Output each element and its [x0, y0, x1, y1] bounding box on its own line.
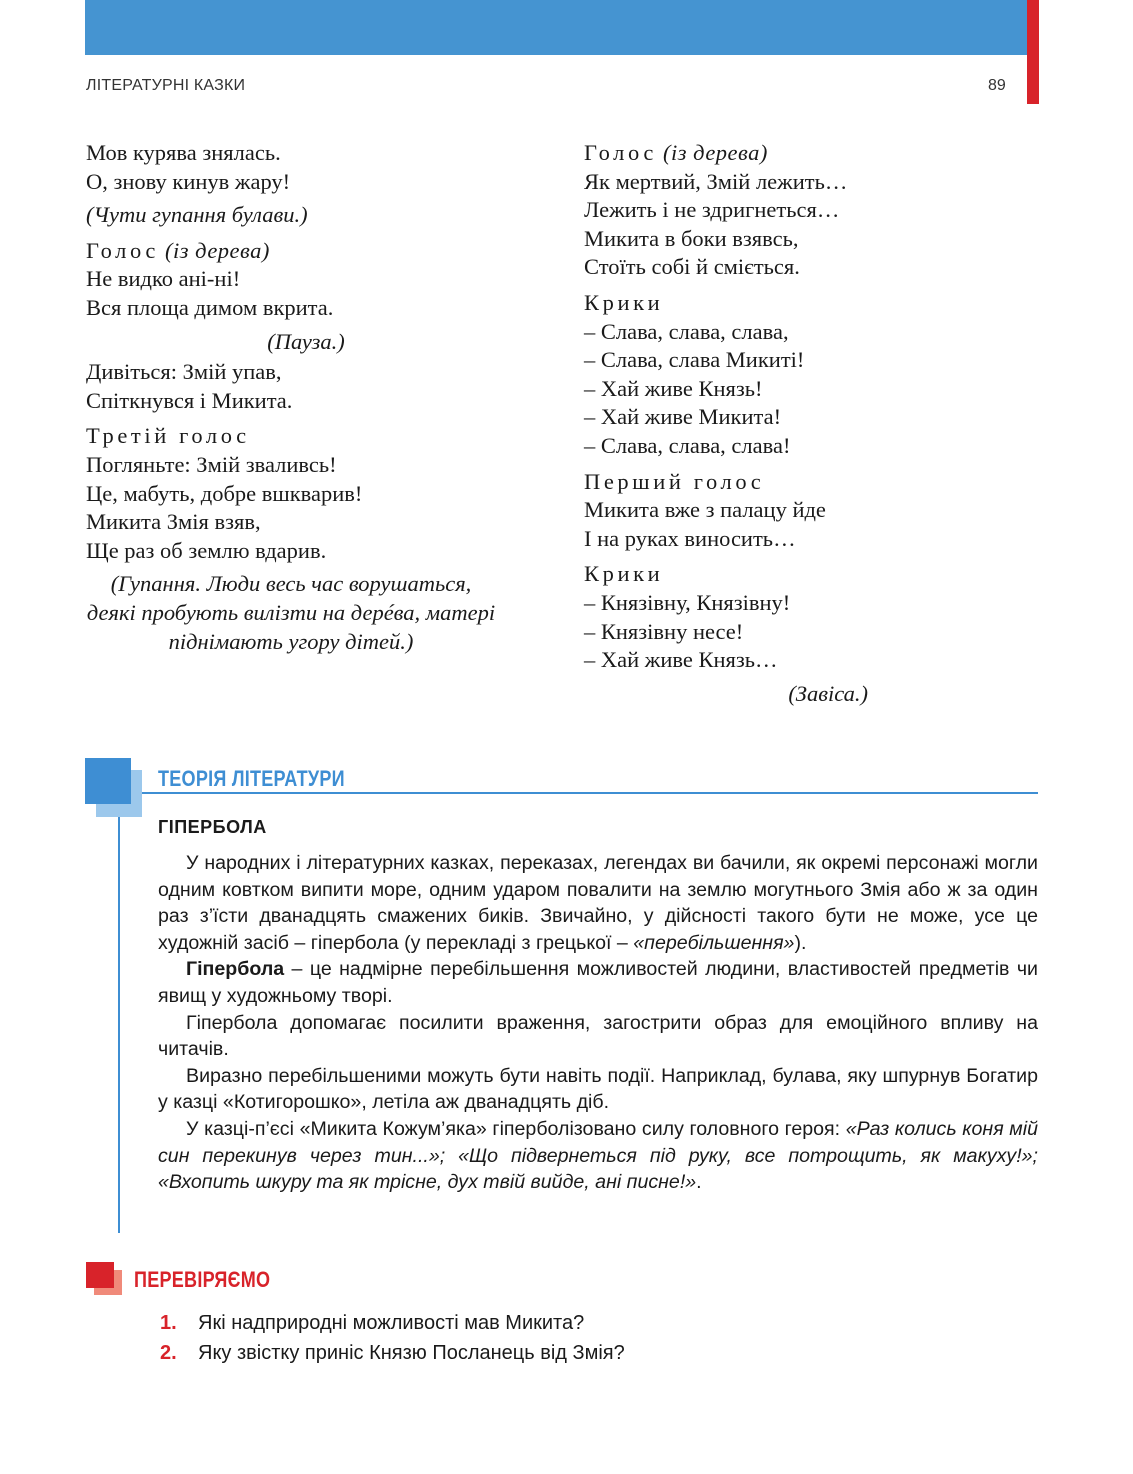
verse-line: – Хай живе Микита!	[584, 404, 782, 430]
question-number: 1.	[160, 1312, 177, 1334]
speaker-label	[584, 139, 1024, 168]
verse-line: – Князівну несе!	[584, 618, 744, 644]
theory-square-icon	[85, 758, 131, 804]
verse-line: – Слава, слава, слава!	[584, 432, 791, 458]
verse-line: Стоїть собі й сміється.	[584, 254, 800, 280]
verse-line: – Хай живе Князь!	[584, 375, 763, 401]
top-color-band	[85, 0, 1027, 55]
speaker-name: Крики	[584, 289, 664, 315]
theory-body	[158, 850, 1038, 1196]
question-number: 2.	[160, 1342, 177, 1364]
question-item	[160, 1338, 625, 1368]
paragraph-italic: «перебільшення»	[633, 931, 795, 954]
verse-column-right	[584, 139, 1024, 710]
speaker-name: Крики	[584, 561, 664, 587]
speaker-name: Голос	[86, 237, 160, 263]
page-number: 89	[988, 77, 1006, 94]
verse-line: О, знову кинув жару!	[86, 168, 291, 194]
question-text: Які надприродні можливості мав Микита?	[198, 1312, 585, 1334]
paragraph-text: У казці-п’єсі «Микита Кожум’яка» гіперболізовано силу головного героя:	[186, 1117, 846, 1140]
verse-line: Не видко ані-ні!	[86, 266, 241, 292]
verse-line: Це, мабуть, добре вшкварив!	[86, 480, 363, 506]
verse-line: Як мертвий, Змій лежить…	[584, 168, 848, 194]
theory-side-rule	[118, 817, 120, 1233]
speaker-name: Третій голос	[86, 423, 250, 449]
speaker-note: (із дерева)	[165, 237, 270, 263]
theory-paragraph	[158, 956, 1038, 1009]
theory-divider	[142, 792, 1038, 794]
running-title: ЛІТЕРАТУРНІ КАЗКИ	[86, 77, 246, 94]
stage-direction: (Завіса.)	[788, 680, 868, 706]
verse-line: Мов курява знялась.	[86, 140, 281, 165]
theory-paragraph	[158, 850, 1038, 956]
verse-line: – Слава, слава, слава,	[584, 318, 789, 344]
stage-direction: (Чути гупання булави.)	[86, 202, 308, 228]
verse-line: Лежить і не здригнеться…	[584, 197, 840, 223]
speaker-label	[584, 468, 1024, 497]
check-section-title: ПЕРЕВІРЯЄМО	[134, 1267, 271, 1292]
speaker-note: (із дерева)	[663, 140, 768, 165]
speaker-name: Перший голос	[584, 468, 765, 494]
speaker-label	[584, 560, 1024, 589]
verse-line: Вся площа димом вкрита.	[86, 294, 334, 320]
verse-line: Микита Змія взяв,	[86, 509, 261, 535]
theory-heading: ГІПЕРБОЛА	[158, 817, 267, 837]
speaker-name: Голос	[584, 140, 658, 165]
paragraph-text: У народних і літературних казках, переказах, легендах ви бачили, як окремі персонажі могли одним ковтком випити море, одним ударом повалити на землю могутнього Змія або ж за один раз з’їсти дванадцять смажених биків. Звичайно, у дійсності такого бути не може, усе це художній засіб – гіпербола (у перекладі з грецької –	[158, 852, 1038, 954]
question-text: Яку звістку приніс Князю Посланець від Змія?	[198, 1342, 625, 1364]
verse-line: – Слава, слава Микиті!	[584, 347, 805, 373]
stage-direction: (Гупання. Люди весь час ворушаться, деякі пробують вилізти на дерéва, матері піднімають угору дітей.)	[86, 571, 496, 654]
speaker-label	[86, 237, 526, 266]
term-bold: Гіпербола	[186, 958, 285, 981]
paragraph-text: Виразно перебільшеними можуть бути навіть події. Наприклад, булава, яку шпурнув Богатир у казці «Котигорошко», летіла аж дванадцять діб.	[158, 1064, 1038, 1114]
question-list	[160, 1308, 625, 1368]
paragraph-text: Гіпербола допомагає посилити враження, загострити образ для емоційного впливу на читачів.	[158, 1011, 1038, 1061]
check-square-icon	[86, 1262, 114, 1288]
verse-line: І на руках виносить…	[584, 525, 796, 551]
paragraph-text: .	[696, 1171, 702, 1194]
paragraph-text: ).	[794, 931, 807, 954]
speaker-label	[86, 422, 526, 451]
theory-paragraph	[158, 1116, 1038, 1196]
theory-section-title: ТЕОРІЯ ЛІТЕРАТУРИ	[158, 766, 345, 791]
stage-direction: (Пауза.)	[267, 328, 345, 354]
paragraph-italic: «Раз колись коня мій син перекинув через тин...»; «Що підвернеться під руку, все потрощить, як макуху!»; «Вхопить шкуру та як трісне, дух твій вийде, ані писне!»	[158, 1117, 1038, 1194]
theory-paragraph	[158, 1063, 1038, 1116]
theory-paragraph	[158, 1010, 1038, 1063]
verse-line: Микита вже з палацу йде	[584, 497, 826, 523]
verse-line: Спіткнувся і Микита.	[86, 387, 293, 413]
verse-line: Микита в боки взявсь,	[584, 225, 799, 251]
verse-line: – Хай живе Князь…	[584, 647, 778, 673]
verse-line: – Князівну, Князівну!	[584, 589, 791, 615]
verse-line: Дивіться: Змій упав,	[86, 359, 282, 385]
verse-line: Ще раз об землю вдарив.	[86, 537, 327, 563]
paragraph-text: – це надмірне перебільшення можливостей людини, властивостей предметів чи явищ у художньому творі.	[158, 958, 1038, 1007]
red-edge-tab	[1027, 0, 1039, 104]
question-item	[160, 1308, 625, 1338]
speaker-label	[584, 289, 1024, 318]
verse-column-left	[86, 139, 526, 658]
verse-line: Погляньте: Змій зваливсь!	[86, 451, 337, 477]
